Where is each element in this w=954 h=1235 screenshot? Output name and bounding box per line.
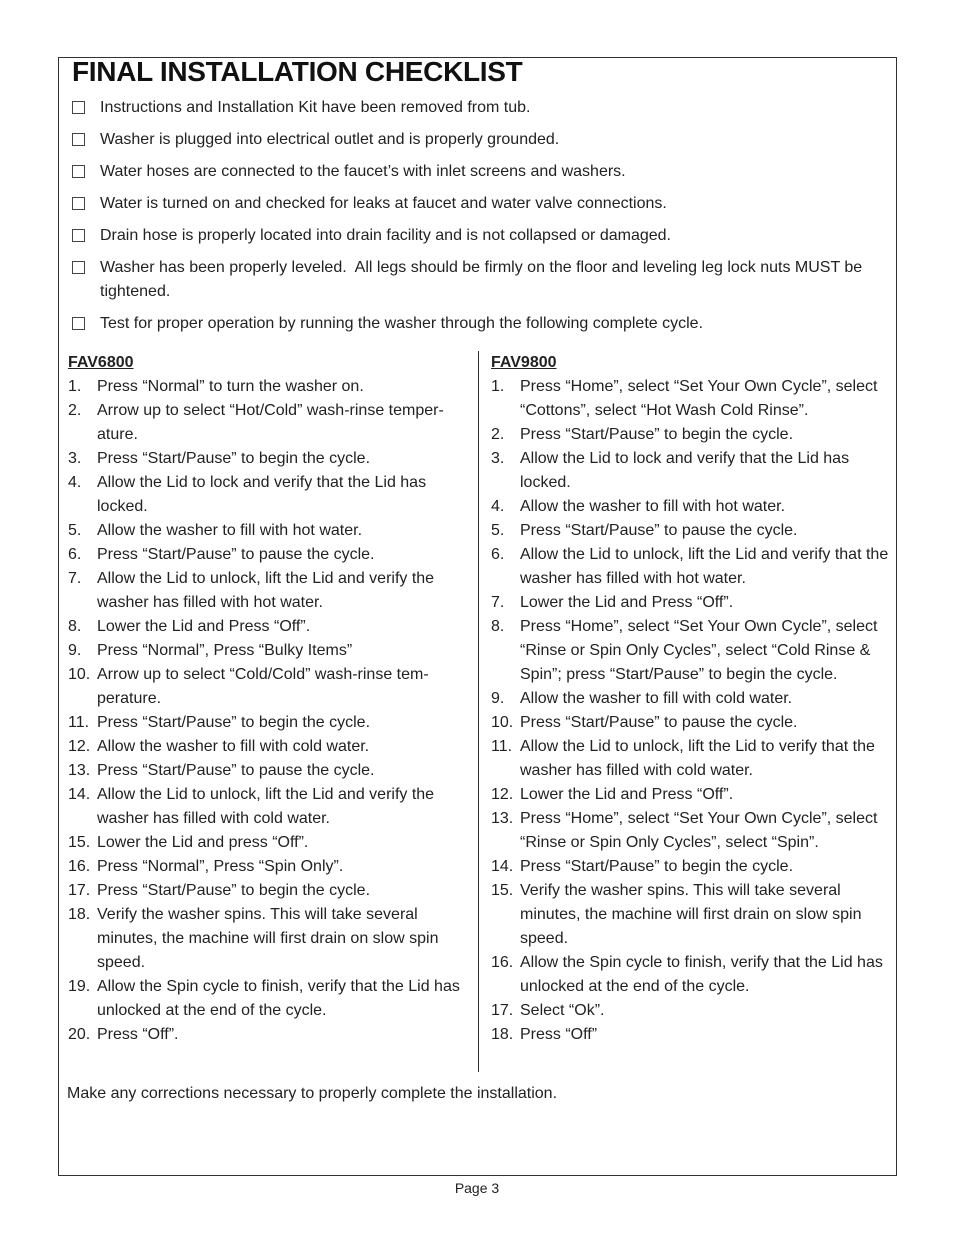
step-text: Allow the Lid to unlock, lift the Lid and verify the washer has filled with hot water. [97,570,435,611]
step-item [68,639,472,663]
step-text: Lower the Lid and Press “Off”. [97,618,311,635]
step-number: 7. [491,594,505,611]
step-text: Press “Start/Pause” to pause the cycle. [97,546,375,563]
checkbox[interactable] [72,229,85,242]
step-item [68,831,472,855]
step-text: Allow the washer to fill with hot water. [520,498,786,515]
step-item [68,615,472,639]
checklist-item-text: Drain hose is properly located into drain facility and is not collapsed or damaged. [100,227,671,244]
fav6800-section [68,351,472,1047]
step-item [68,543,472,567]
step-item [491,735,895,783]
step-text: Select “Ok”. [520,1002,605,1019]
step-item [491,1023,895,1047]
step-number: 3. [68,450,82,467]
step-number: 19. [68,978,91,995]
step-item [68,1023,472,1047]
step-number: 17. [491,1002,514,1019]
step-item [68,375,472,399]
step-item [491,615,895,687]
fav9800-heading: FAV9800 [491,354,557,371]
step-item [68,471,472,519]
checkbox[interactable] [72,133,85,146]
step-number: 9. [68,642,82,659]
step-item [491,951,895,999]
checkbox[interactable] [72,101,85,114]
checklist-item-text: Instructions and Installation Kit have been removed from tub. [100,99,531,116]
step-number: 16. [491,954,514,971]
step-number: 13. [68,762,91,779]
step-number: 8. [68,618,82,635]
checklist-item-text: Water is turned on and checked for leaks at faucet and water valve connections. [100,195,667,212]
step-item [491,543,895,591]
step-item [68,879,472,903]
step-text: Arrow up to select “Hot/Cold” wash-rinse temper-ature. [97,402,444,443]
step-item [68,759,472,783]
step-number: 5. [68,522,82,539]
step-item [491,807,895,855]
checklist-item [72,96,902,120]
step-text: Allow the Spin cycle to finish, verify that the Lid has unlocked at the end of the cycle. [520,954,883,995]
step-item [491,783,895,807]
step-number: 1. [68,378,82,395]
checklist [72,96,902,344]
step-text: Lower the Lid and Press “Off”. [520,594,734,611]
step-number: 11. [68,714,90,731]
step-item [491,495,895,519]
step-text: Allow the Lid to unlock, lift the Lid and verify the washer has filled with cold water. [97,786,435,827]
step-text: Allow the Lid to lock and verify that the Lid has locked. [97,474,427,515]
step-number: 6. [68,546,82,563]
checklist-item [72,256,902,304]
column-divider [478,351,479,1072]
step-item [68,735,472,759]
step-number: 10. [68,666,91,683]
step-number: 12. [68,738,91,755]
step-text: Allow the washer to fill with cold water. [520,690,793,707]
step-number: 16. [68,858,91,875]
step-item [68,855,472,879]
step-item [491,687,895,711]
step-text: Press “Start/Pause” to begin the cycle. [520,858,794,875]
step-number: 20. [68,1026,91,1043]
step-item [491,999,895,1023]
step-number: 15. [491,882,514,899]
step-number: 7. [68,570,82,587]
step-number: 14. [68,786,91,803]
fav9800-steps [491,375,895,1047]
step-number: 9. [491,690,505,707]
step-text: Allow the Spin cycle to finish, verify that the Lid has unlocked at the end of the cycle. [97,978,460,1019]
step-item [491,519,895,543]
step-text: Press “Off” [520,1026,598,1043]
step-item [68,399,472,447]
step-number: 4. [491,498,505,515]
step-number: 6. [491,546,505,563]
checkbox[interactable] [72,261,85,274]
step-text: Press “Home”, select “Set Your Own Cycle”, select “Rinse or Spin Only Cycles”, select “Spin”. [520,810,878,851]
checklist-item [72,224,902,248]
checkbox[interactable] [72,197,85,210]
checklist-item [72,160,902,184]
checklist-item-text: Washer is plugged into electrical outlet and is properly grounded. [100,131,560,148]
step-text: Verify the washer spins. This will take several minutes, the machine will first drain on slow spin speed. [520,882,862,947]
step-number: 13. [491,810,514,827]
step-text: Arrow up to select “Cold/Cold” wash-rinse tem-perature. [97,666,429,707]
step-item [68,711,472,735]
step-number: 2. [491,426,505,443]
step-item [491,855,895,879]
step-item [491,375,895,423]
step-item [491,591,895,615]
footer-note: Make any corrections necessary to properly complete the installation. [67,1085,558,1102]
step-item [491,423,895,447]
step-item [68,519,472,543]
step-number: 11. [491,738,513,755]
step-item [491,447,895,495]
fav6800-steps [68,375,472,1047]
checkbox[interactable] [72,317,85,330]
step-text: Press “Start/Pause” to pause the cycle. [97,762,375,779]
step-item [68,903,472,975]
step-text: Lower the Lid and Press “Off”. [520,786,734,803]
step-text: Press “Start/Pause” to begin the cycle. [97,450,371,467]
step-number: 15. [68,834,91,851]
step-text: Verify the washer spins. This will take several minutes, the machine will first drain on slow spin speed. [97,906,439,971]
checklist-item [72,128,902,152]
step-number: 4. [68,474,82,491]
fav6800-heading: FAV6800 [68,354,134,371]
checklist-item-text: Test for proper operation by running the washer through the following complete cycle. [100,315,704,332]
step-text: Lower the Lid and press “Off”. [97,834,309,851]
checklist-item-text: Water hoses are connected to the faucet’s with inlet screens and washers. [100,163,626,180]
step-text: Press “Normal” to turn the washer on. [97,378,364,395]
step-text: Allow the Lid to lock and verify that the Lid has locked. [520,450,850,491]
step-number: 2. [68,402,82,419]
step-text: Allow the Lid to unlock, lift the Lid and verify that the washer has filled with hot water. [520,546,889,587]
step-number: 12. [491,786,514,803]
step-text: Allow the washer to fill with cold water. [97,738,370,755]
step-text: Press “Start/Pause” to begin the cycle. [520,426,794,443]
step-text: Press “Off”. [97,1026,179,1043]
step-number: 17. [68,882,91,899]
checklist-item [72,192,902,216]
fav9800-section [491,351,895,1047]
checklist-item-text: Washer has been properly leveled. All legs should be firmly on the floor and leveling leg lock nuts MUST be tightened. [100,259,867,300]
checkbox[interactable] [72,165,85,178]
checklist-item [72,312,902,336]
step-item [491,879,895,951]
step-item [68,447,472,471]
step-number: 18. [491,1026,514,1043]
step-number: 8. [491,618,505,635]
step-number: 3. [491,450,505,467]
step-item [68,567,472,615]
step-text: Press “Start/Pause” to begin the cycle. [97,882,371,899]
step-item [68,783,472,831]
step-item [491,711,895,735]
step-text: Press “Home”, select “Set Your Own Cycle”, select “Cottons”, select “Hot Wash Cold Rinse”. [520,378,878,419]
step-number: 18. [68,906,91,923]
step-text: Press “Normal”, Press “Spin Only”. [97,858,344,875]
step-text: Press “Start/Pause” to pause the cycle. [520,522,798,539]
step-text: Press “Normal”, Press “Bulky Items” [97,642,353,659]
step-number: 1. [491,378,505,395]
step-number: 14. [491,858,514,875]
step-text: Press “Start/Pause” to begin the cycle. [97,714,371,731]
page-title: FINAL INSTALLATION CHECKLIST [72,56,523,87]
step-text: Press “Home”, select “Set Your Own Cycle”, select “Rinse or Spin Only Cycles”, select “Cold Rinse & Spin”; press “Start/Pause” to begin the cycle. [520,618,878,683]
step-number: 5. [491,522,505,539]
page-number: Page 3 [454,1180,500,1196]
step-item [68,663,472,711]
step-text: Allow the Lid to unlock, lift the Lid to verify that the washer has filled with cold water. [520,738,875,779]
step-text: Press “Start/Pause” to pause the cycle. [520,714,798,731]
step-item [68,975,472,1023]
step-number: 10. [491,714,514,731]
step-text: Allow the washer to fill with hot water. [97,522,363,539]
